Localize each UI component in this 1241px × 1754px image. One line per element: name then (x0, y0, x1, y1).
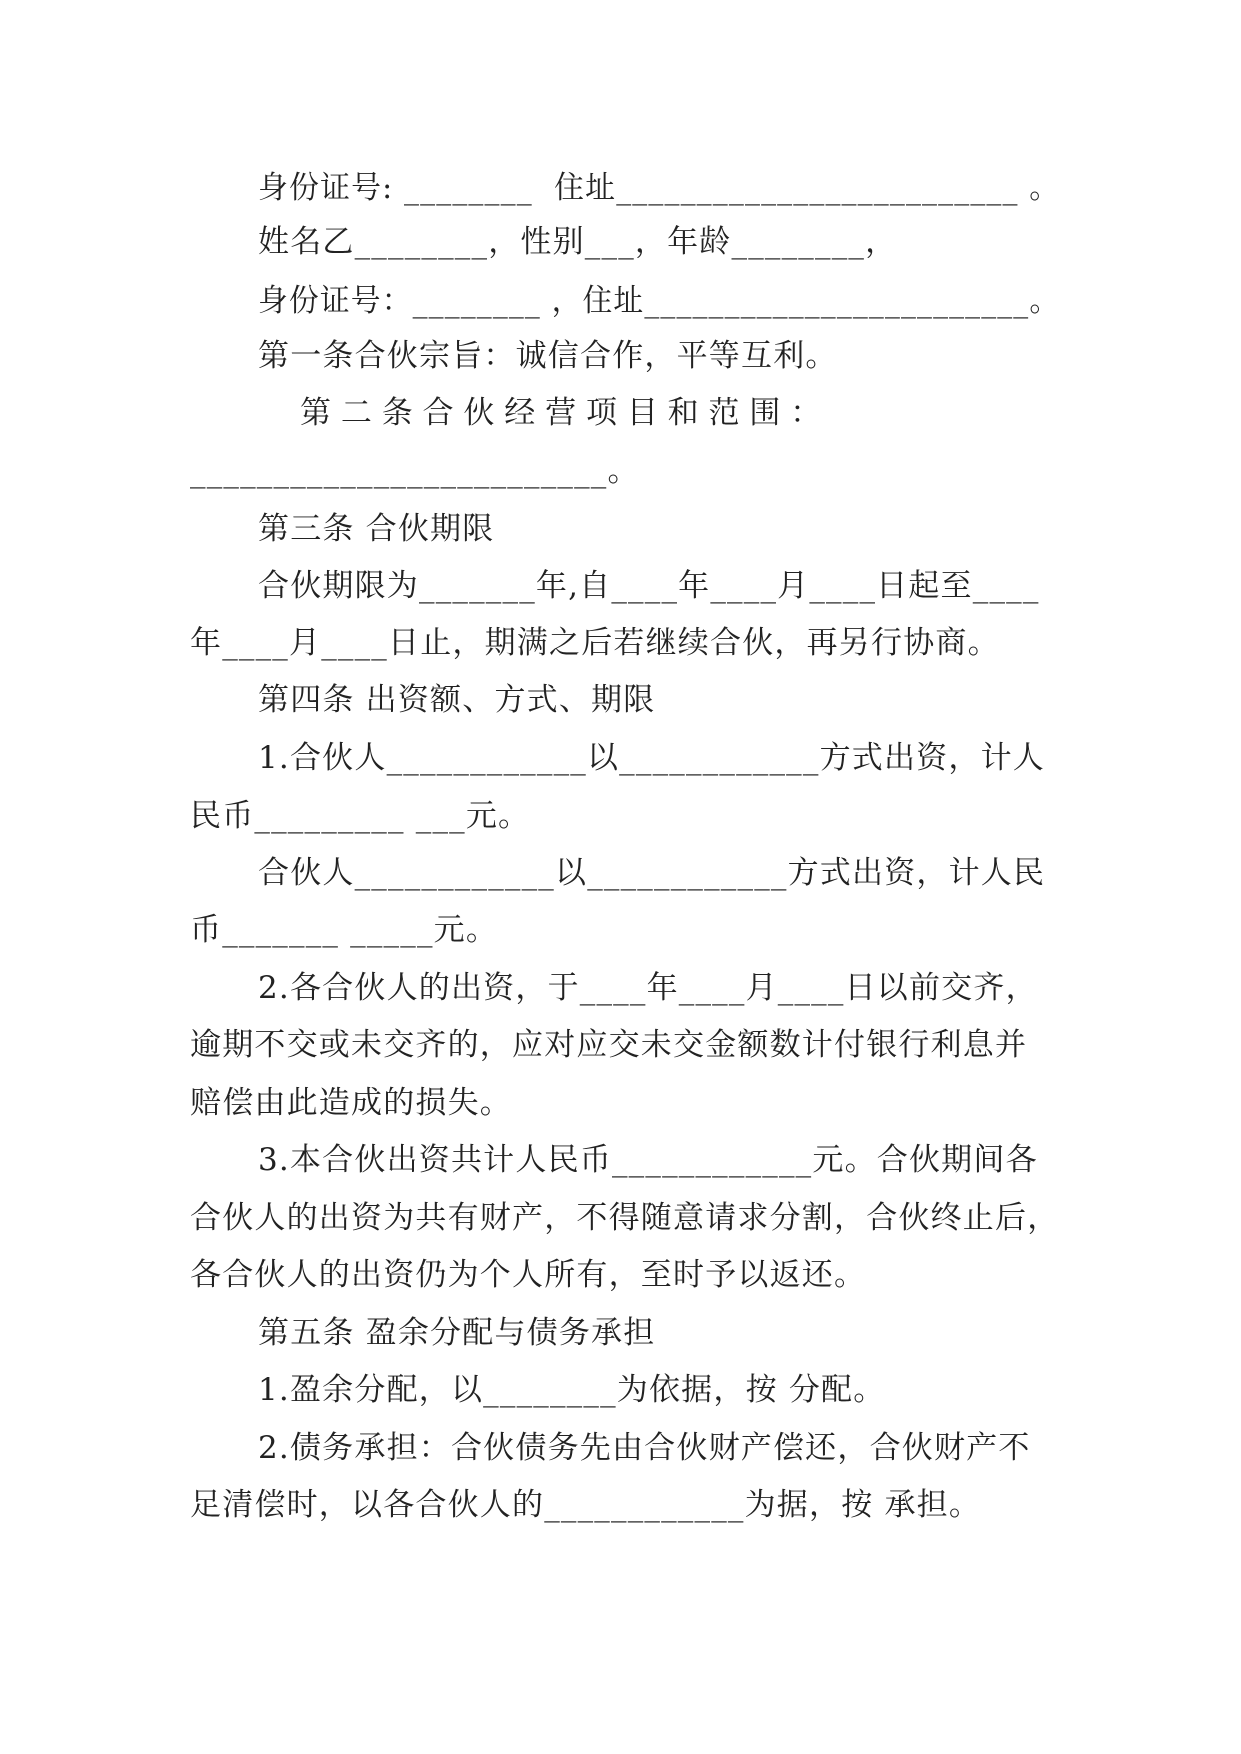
article-4-item-1-line-2: 民币_________ ___元。 (190, 798, 531, 834)
article-4-item-1-line-1: 1.合伙人____________以____________方式出资，计人 (258, 740, 1045, 776)
article-4-item-2-line-2: 逾期不交或未交齐的，应对应交未交金额数计付银行利息并 (190, 1027, 1028, 1063)
id-number-address-line-b: 身份证号：________ ，住址________________________。 (258, 283, 1061, 319)
article-5-item-2-line-1: 2.债务承担：合伙债务先由合伙财产偿还，合伙财产不 (258, 1430, 1031, 1466)
article-1-purpose: 第一条合伙宗旨：诚信合作，平等互利。 (258, 338, 838, 374)
id-number-address-line-a: 身份证号: ________ 住址_________________________ 。 (258, 170, 1061, 206)
article-4-item-3-line-1: 3.本合伙出资共计人民币____________元。合伙期间各 (258, 1142, 1038, 1178)
article-2-scope-blank: _________________________。 (190, 453, 640, 489)
article-4-item-2-line-3: 赔偿由此造成的损失。 (190, 1085, 512, 1121)
article-3-term-line-2: 年____月____日止，期满之后若继续合伙，再另行协商。 (190, 625, 1000, 661)
article-3-term-line-1: 合伙期限为_______年,自____年____月____日起至____ (258, 568, 1040, 604)
article-5-heading: 第五条 盈余分配与债务承担 (258, 1315, 656, 1351)
article-3-heading: 第三条 合伙期限 (258, 511, 495, 547)
party-b-name-line: 姓名乙________，性别___，年龄________， (258, 224, 898, 260)
article-4-partner-line-1: 合伙人____________以____________方式出资，计人民 (258, 855, 1046, 891)
article-4-partner-line-2: 币_______ _____元。 (190, 912, 499, 948)
article-4-item-3-line-2: 合伙人的出资为共有财产，不得随意请求分割，合伙终止后， (190, 1200, 1060, 1236)
article-4-item-3-line-3: 各合伙人的出资仍为个人所有，至时予以返还。 (190, 1257, 867, 1293)
article-5-item-1: 1.盈余分配，以________为依据，按 分配。 (258, 1372, 886, 1408)
article-2-heading: 第 二 条 合 伙 经 营 项 目 和 范 围 ： (300, 395, 822, 431)
article-4-item-2-line-1: 2.各合伙人的出资，于____年____月____日以前交齐， (258, 970, 1038, 1006)
article-5-item-2-line-2: 足清偿时，以各合伙人的____________为据，按 承担。 (190, 1487, 982, 1523)
article-4-heading: 第四条 出资额、方式、期限 (258, 682, 656, 718)
